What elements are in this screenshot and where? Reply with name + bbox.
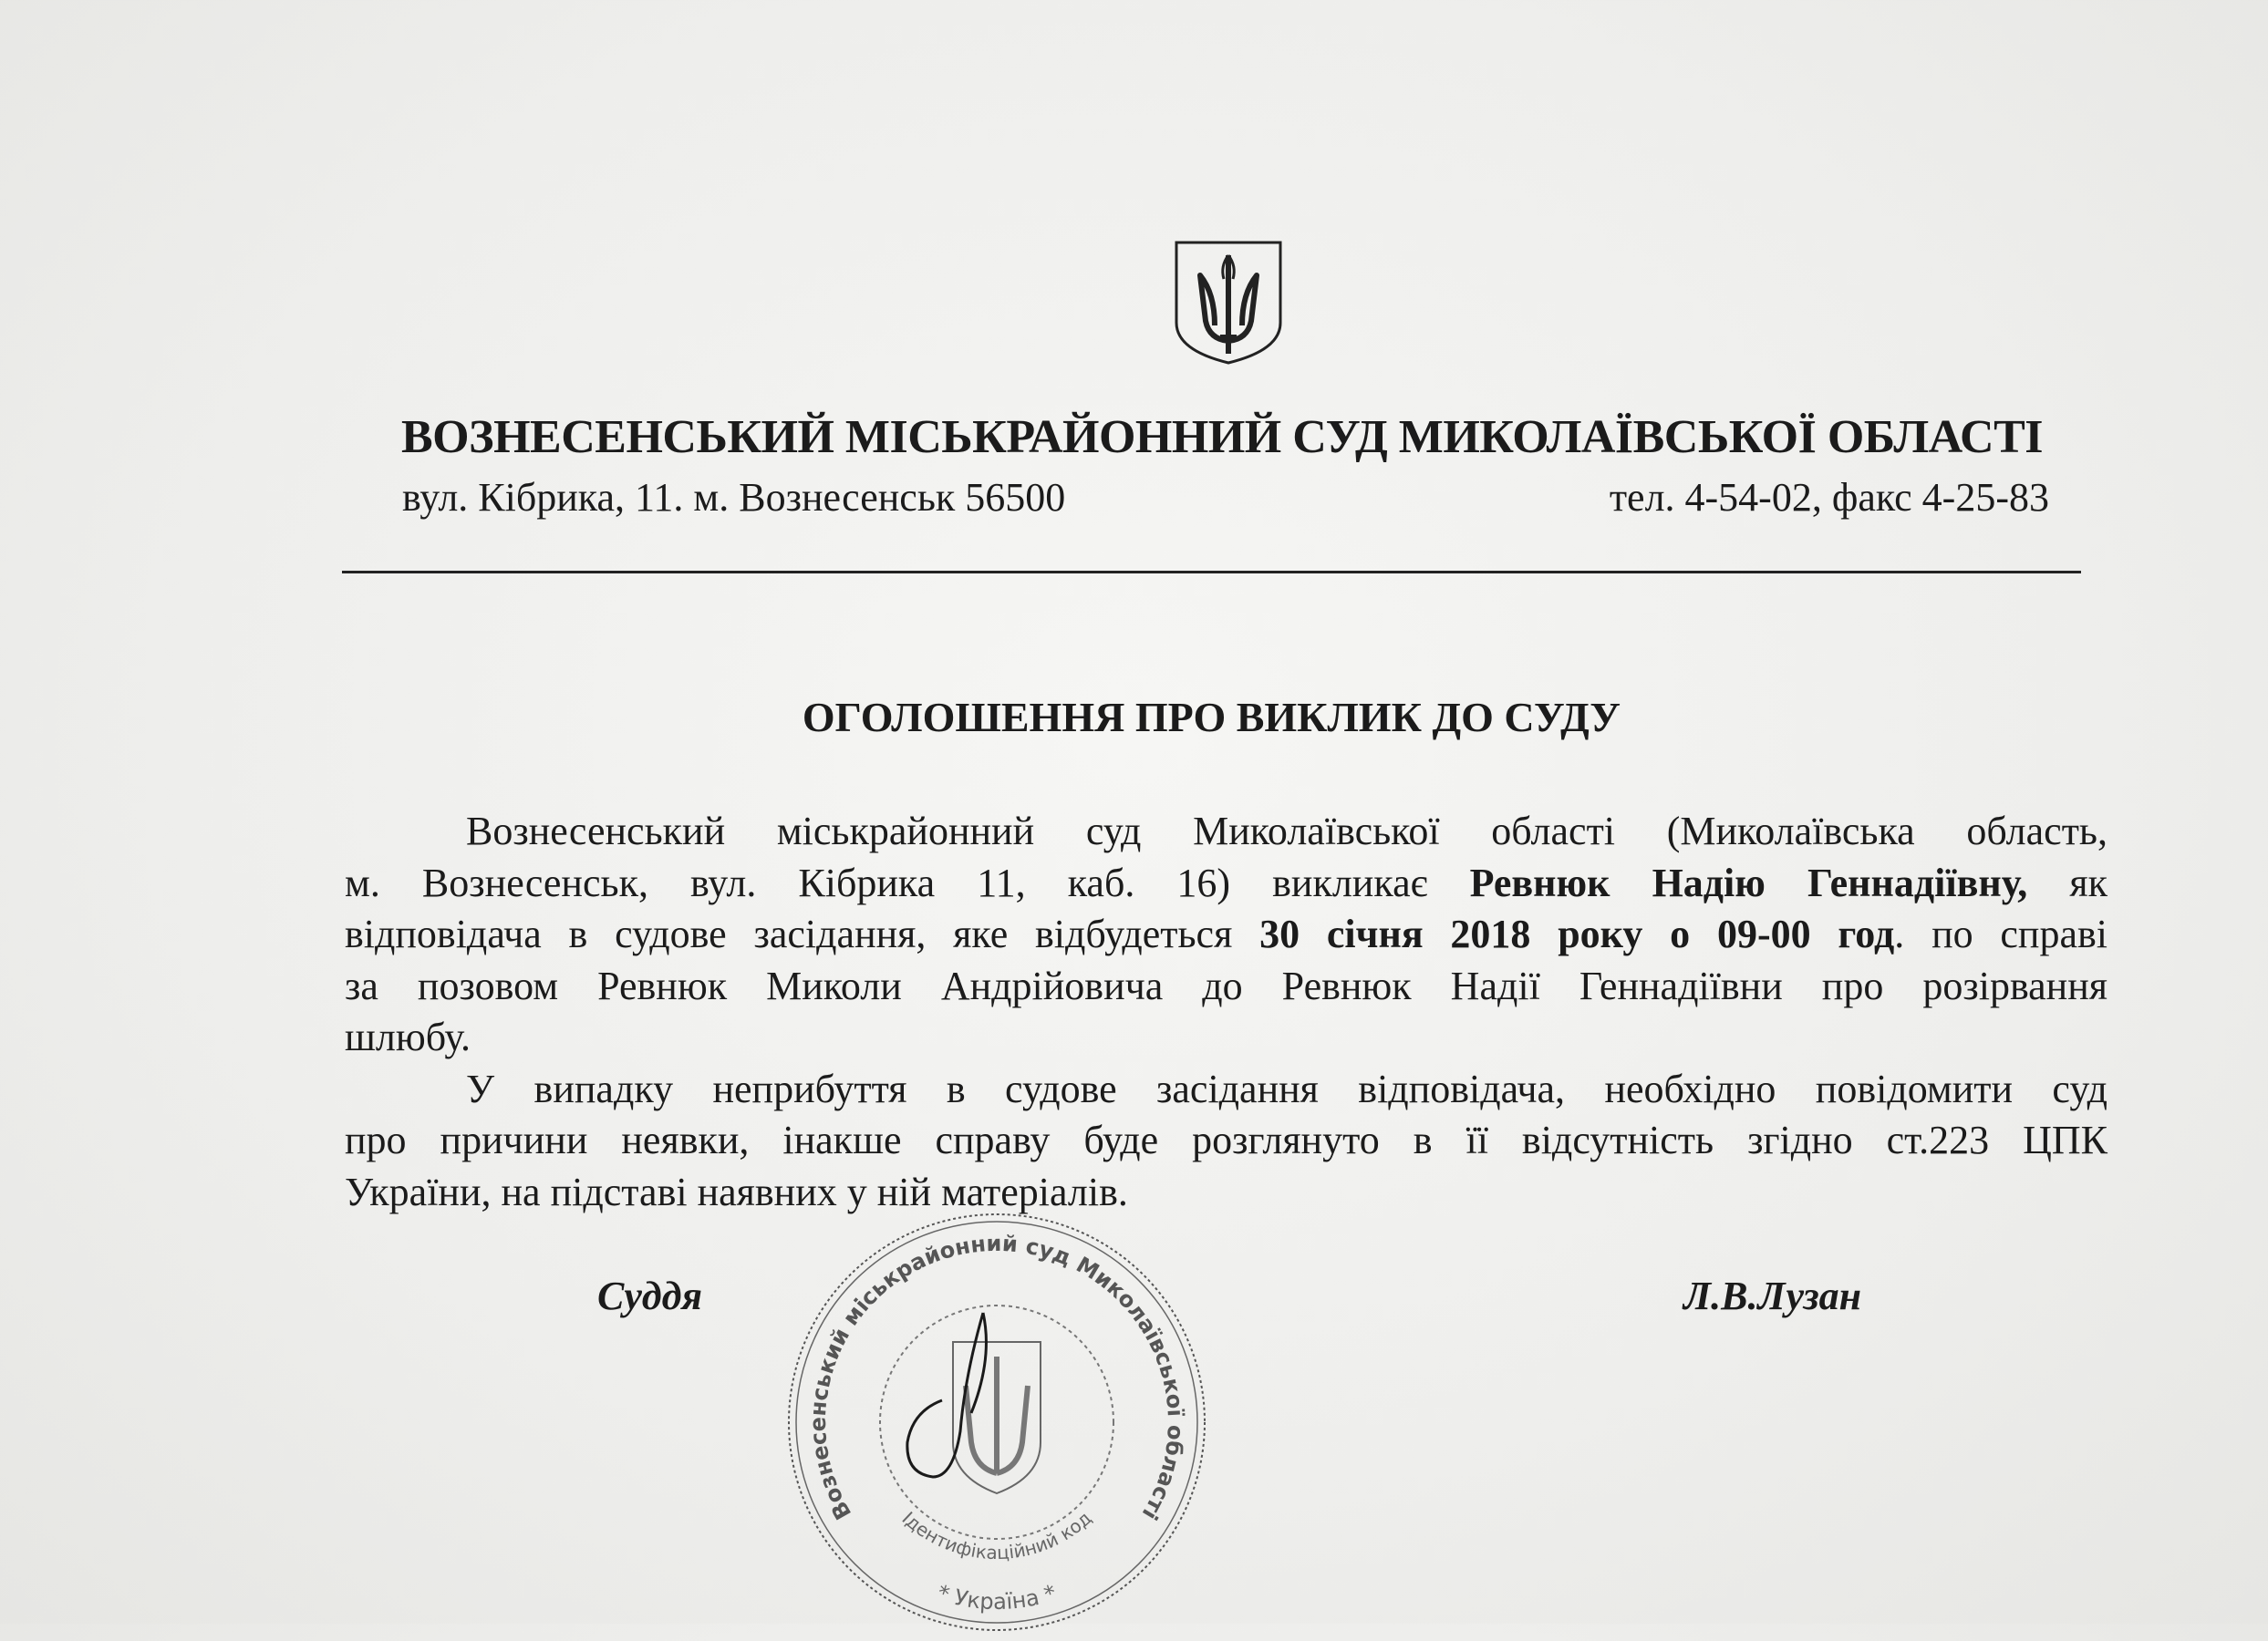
body-line bbox=[345, 961, 2107, 1013]
judge-name: Л.В.Лузан bbox=[1683, 1274, 1862, 1318]
court-phone-fax: тел. 4-54-02, факс 4-25-83 bbox=[1609, 475, 2049, 520]
body-text: Вознесенський міськрайонний суд Миколаївської області (Миколаївська область, bbox=[466, 809, 2107, 853]
body-line bbox=[345, 1012, 2107, 1064]
svg-text:* Україна * bbox=[935, 1580, 1060, 1615]
body-line bbox=[345, 909, 2107, 961]
coat-of-arms-icon bbox=[1173, 239, 1284, 366]
body-line bbox=[345, 1064, 2107, 1116]
defendant-name: Ревнюк Надію Геннадіївну, bbox=[1469, 860, 2028, 905]
hearing-datetime: 30 січня 2018 року о 09-00 год bbox=[1259, 912, 1895, 956]
judge-label: Суддя bbox=[597, 1274, 703, 1318]
body-text: України, на підставі наявних у ній матеріалів. bbox=[345, 1169, 1128, 1214]
court-contacts-row bbox=[402, 474, 2049, 521]
court-name-heading: ВОЗНЕСЕНСЬКИЙ МІСЬКРАЙОННИЙ СУД МИКОЛАЇВСЬКОЇ ОБЛАСТІ bbox=[401, 411, 2044, 463]
court-address: вул. Кібрика, 11. м. Вознесенськ 56500 bbox=[402, 475, 1066, 520]
court-stamp bbox=[778, 1203, 1216, 1641]
header-divider bbox=[342, 571, 2081, 573]
body-text: шлюбу. bbox=[345, 1015, 471, 1059]
document-title: ОГОЛОШЕННЯ ПРО ВИКЛИК ДО СУДУ bbox=[802, 694, 1621, 740]
body-text: як bbox=[2027, 860, 2107, 905]
body-text: відповідача в судове засідання, яке відбудеться bbox=[345, 912, 1260, 956]
body-text: У випадку неприбуття в судове засідання відповідача, необхідно повідомити суд bbox=[466, 1066, 2107, 1111]
body-line bbox=[345, 1167, 2107, 1219]
stamp-outer-text: Вознесенський міськрайонний суд Миколаївської області bbox=[804, 1230, 1189, 1524]
stamp-bottom-text: * Україна * bbox=[934, 1579, 1060, 1615]
body-line bbox=[345, 1115, 2107, 1167]
body-line bbox=[345, 806, 2107, 858]
stamp-inner-text: Ідентифікаційний код bbox=[897, 1507, 1096, 1564]
body-text: . по справі bbox=[1894, 912, 2108, 956]
body-text: за позовом Ревнюк Миколи Андрійовича до Ревнюк Надії Геннадіївни про розірвання bbox=[345, 963, 2107, 1008]
document-body bbox=[345, 806, 2107, 1218]
body-text: про причини неявки, інакше справу буде розглянуто в її відсутність згідно ст.223 ЦПК bbox=[345, 1118, 2107, 1162]
body-text: м. Вознесенськ, вул. Кібрика 11, каб. 16) викликає bbox=[345, 860, 1470, 905]
body-line bbox=[345, 858, 2107, 910]
stamp-trident-icon bbox=[953, 1342, 1041, 1493]
